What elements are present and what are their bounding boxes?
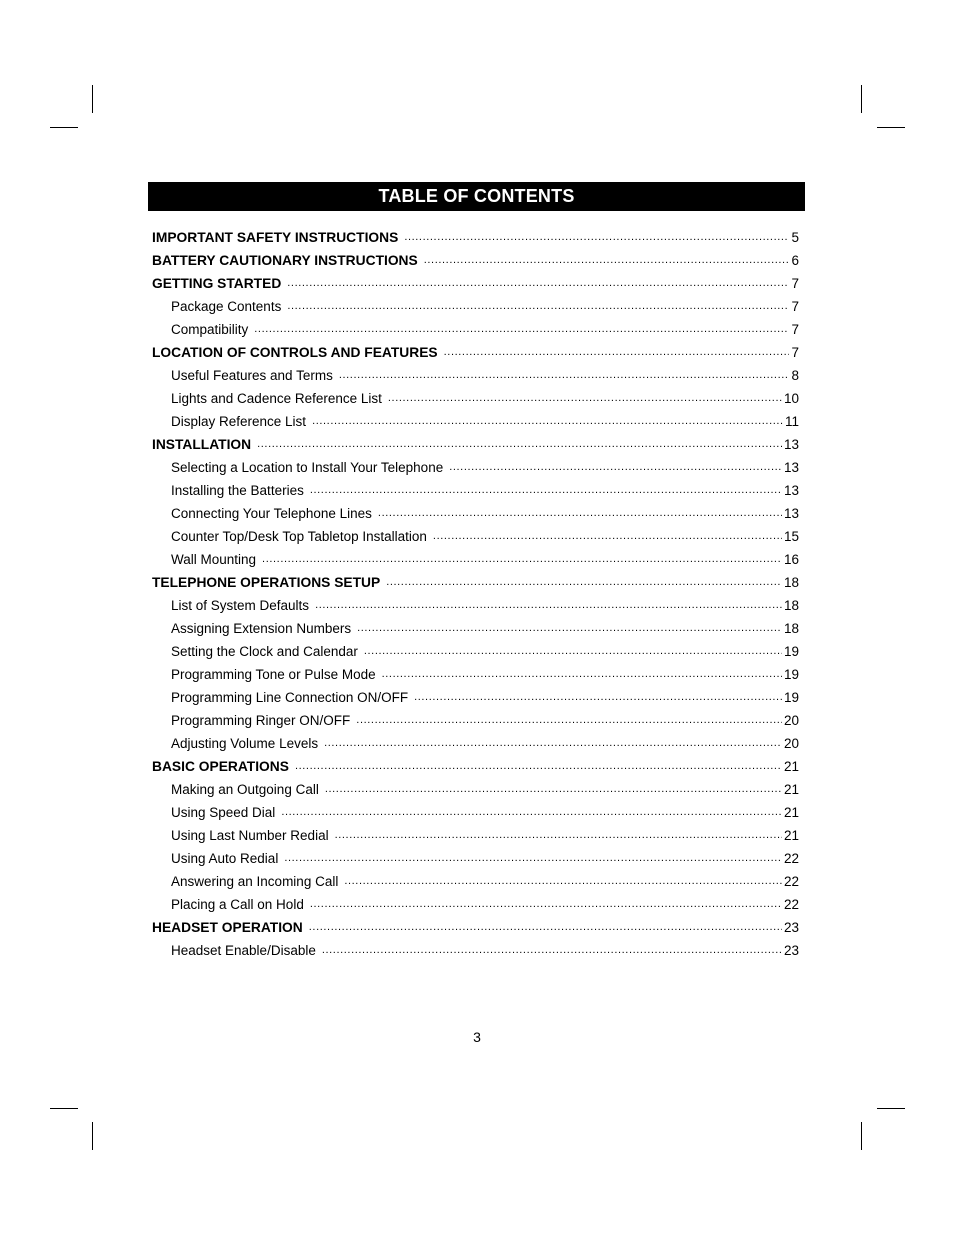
crop-mark-bottom-right-vertical xyxy=(861,1122,862,1150)
toc-subsection-entry[interactable] xyxy=(152,870,799,893)
toc-entry-page: 11 xyxy=(784,414,799,430)
toc-subsection-entry[interactable] xyxy=(152,801,799,824)
toc-subsection-entry[interactable] xyxy=(152,686,799,709)
toc-entry-title: Lights and Cadence Reference List xyxy=(171,391,382,407)
toc-entry-page: 22 xyxy=(783,851,799,867)
page-number: 3 xyxy=(473,1029,481,1045)
toc-entry-title: Wall Mounting xyxy=(171,552,257,568)
toc-entry-page: 7 xyxy=(791,322,799,338)
toc-entry-page: 10 xyxy=(783,391,799,407)
toc-subsection-entry[interactable] xyxy=(152,548,799,571)
toc-entry-page: 23 xyxy=(783,943,799,959)
toc-entry-title: Programming Tone or Pulse Mode xyxy=(171,667,376,683)
toc-dot-leader xyxy=(315,600,782,611)
toc-entry-page: 21 xyxy=(783,828,799,844)
toc-entry-page: 20 xyxy=(783,736,799,752)
toc-entry-title: IMPORTANT SAFETY INSTRUCTIONS xyxy=(152,230,399,245)
toc-entry-page: 13 xyxy=(783,437,799,453)
toc-entry-title: Installing the Batteries xyxy=(171,483,304,499)
toc-section-entry[interactable] xyxy=(152,916,799,939)
toc-entry-title: HEADSET OPERATION xyxy=(152,920,303,936)
toc-dot-leader xyxy=(324,738,782,749)
toc-section-entry[interactable] xyxy=(152,249,799,272)
toc-entry-page: 13 xyxy=(783,460,799,476)
toc-entry-page: 18 xyxy=(783,621,799,637)
toc-subsection-entry[interactable] xyxy=(152,824,799,847)
toc-subsection-entry[interactable] xyxy=(152,640,799,663)
crop-mark-top-left-vertical xyxy=(92,85,93,113)
toc-dot-leader xyxy=(312,416,783,427)
toc-entry-title: Programming Ringer ON/OFF xyxy=(171,713,351,729)
toc-subsection-entry[interactable] xyxy=(152,387,799,410)
toc-dot-leader xyxy=(364,646,782,657)
toc-entry-title: TELEPHONE OPERATIONS SETUP xyxy=(152,575,381,591)
toc-entry-page: 18 xyxy=(783,598,799,614)
toc-list xyxy=(152,226,799,963)
toc-entry-title: INSTALLATION xyxy=(152,437,252,453)
toc-entry-page: 19 xyxy=(783,644,799,660)
page-title: TABLE OF CONTENTS xyxy=(378,186,575,206)
toc-dot-leader xyxy=(339,370,790,381)
toc-entry-title: List of System Defaults xyxy=(171,598,310,614)
toc-section-entry[interactable] xyxy=(152,226,799,249)
toc-entry-title: Package Contents xyxy=(171,299,282,315)
toc-entry-title: Compatibility xyxy=(171,322,249,338)
toc-dot-leader xyxy=(310,485,782,496)
toc-subsection-entry[interactable] xyxy=(152,502,799,525)
toc-dot-leader xyxy=(322,945,782,956)
toc-entry-page: 23 xyxy=(783,920,799,936)
toc-dot-leader xyxy=(424,255,790,266)
toc-dot-leader xyxy=(433,531,782,542)
toc-entry-page: 22 xyxy=(783,897,799,913)
toc-header xyxy=(148,182,805,211)
toc-subsection-entry[interactable] xyxy=(152,479,799,502)
toc-dot-leader xyxy=(444,347,790,358)
toc-entry-title: Using Last Number Redial xyxy=(171,828,329,844)
toc-entry-page: 16 xyxy=(783,552,799,568)
toc-dot-leader xyxy=(382,669,782,680)
toc-dot-leader xyxy=(357,623,782,634)
toc-dot-leader xyxy=(404,232,789,243)
toc-dot-leader xyxy=(414,692,782,703)
toc-section-entry[interactable] xyxy=(152,341,799,364)
crop-mark-top-right-horizontal xyxy=(877,127,905,128)
toc-dot-leader xyxy=(309,922,782,933)
toc-entry-title: Headset Enable/Disable xyxy=(171,943,316,959)
toc-dot-leader xyxy=(356,715,782,726)
toc-dot-leader xyxy=(344,876,782,887)
toc-entry-title: Display Reference List xyxy=(171,414,307,430)
toc-entry-page: 19 xyxy=(783,690,799,706)
toc-entry-page: 21 xyxy=(783,805,799,821)
toc-section-entry[interactable] xyxy=(152,571,799,594)
toc-subsection-entry[interactable] xyxy=(152,617,799,640)
toc-entry-title: Programming Line Connection ON/OFF xyxy=(171,690,409,706)
toc-subsection-entry[interactable] xyxy=(152,456,799,479)
toc-subsection-entry[interactable] xyxy=(152,295,799,318)
toc-entry-title: BATTERY CAUTIONARY INSTRUCTIONS xyxy=(152,253,418,269)
toc-dot-leader xyxy=(325,784,782,795)
crop-mark-bottom-right-horizontal xyxy=(877,1108,905,1109)
toc-entry-title: Placing a Call on Hold xyxy=(171,897,304,913)
crop-mark-top-right-vertical xyxy=(861,85,862,113)
toc-entry-page: 5 xyxy=(791,230,799,245)
toc-entry-page: 6 xyxy=(791,253,799,269)
toc-entry-title: Useful Features and Terms xyxy=(171,368,333,384)
toc-dot-leader xyxy=(257,439,782,450)
toc-entry-page: 18 xyxy=(783,575,799,591)
toc-dot-leader xyxy=(335,830,782,841)
toc-entry-page: 8 xyxy=(791,368,799,384)
toc-section-entry[interactable] xyxy=(152,433,799,456)
toc-entry-title: Setting the Clock and Calendar xyxy=(171,644,358,660)
toc-dot-leader xyxy=(281,807,782,818)
toc-entry-page: 15 xyxy=(783,529,799,545)
toc-subsection-entry[interactable] xyxy=(152,732,799,755)
toc-entry-page: 21 xyxy=(783,782,799,798)
toc-dot-leader xyxy=(386,577,782,588)
toc-entry-page: 21 xyxy=(783,759,799,775)
toc-entry-page: 13 xyxy=(783,506,799,522)
toc-entry-title: Assigning Extension Numbers xyxy=(171,621,352,637)
toc-dot-leader xyxy=(254,324,789,335)
crop-mark-bottom-left-vertical xyxy=(92,1122,93,1150)
toc-subsection-entry[interactable] xyxy=(152,525,799,548)
toc-subsection-entry[interactable] xyxy=(152,939,799,962)
toc-entry-title: Selecting a Location to Install Your Telephone xyxy=(171,460,444,476)
toc-subsection-entry[interactable] xyxy=(152,709,799,732)
toc-entry-title: Using Speed Dial xyxy=(171,805,276,821)
toc-subsection-entry[interactable] xyxy=(152,410,799,433)
crop-mark-top-left-horizontal xyxy=(50,127,78,128)
toc-dot-leader xyxy=(295,761,782,772)
toc-dot-leader xyxy=(378,508,782,519)
toc-subsection-entry[interactable] xyxy=(152,318,799,341)
toc-entry-title: GETTING STARTED xyxy=(152,276,282,292)
toc-entry-page: 19 xyxy=(783,667,799,683)
toc-entry-title: LOCATION OF CONTROLS AND FEATURES xyxy=(152,345,438,361)
toc-entry-page: 13 xyxy=(783,483,799,499)
toc-dot-leader xyxy=(388,393,782,404)
crop-mark-bottom-left-horizontal xyxy=(50,1108,78,1109)
toc-entry-title: Connecting Your Telephone Lines xyxy=(171,506,372,522)
toc-entry-page: 22 xyxy=(783,874,799,890)
toc-entry-title: Answering an Incoming Call xyxy=(171,874,339,890)
toc-entry-title: Adjusting Volume Levels xyxy=(171,736,319,752)
toc-entry-title: Using Auto Redial xyxy=(171,851,279,867)
toc-dot-leader xyxy=(449,462,782,473)
toc-dot-leader xyxy=(287,301,789,312)
toc-entry-page: 7 xyxy=(791,345,799,361)
toc-entry-title: BASIC OPERATIONS xyxy=(152,759,289,775)
toc-dot-leader xyxy=(287,278,789,289)
toc-dot-leader xyxy=(310,899,782,910)
toc-entry-page: 7 xyxy=(791,276,799,292)
toc-section-entry[interactable] xyxy=(152,272,799,295)
toc-subsection-entry[interactable] xyxy=(152,778,799,801)
toc-dot-leader xyxy=(284,853,782,864)
toc-subsection-entry[interactable] xyxy=(152,847,799,870)
toc-entry-title: Making an Outgoing Call xyxy=(171,782,319,798)
toc-subsection-entry[interactable] xyxy=(152,594,799,617)
toc-entry-page: 7 xyxy=(791,299,799,315)
toc-entry-title: Counter Top/Desk Top Tabletop Installation xyxy=(171,529,427,545)
toc-section-entry[interactable] xyxy=(152,755,799,778)
toc-dot-leader xyxy=(262,554,782,565)
toc-subsection-entry[interactable] xyxy=(152,364,799,387)
toc-subsection-entry[interactable] xyxy=(152,663,799,686)
toc-entry-page: 20 xyxy=(783,713,799,729)
toc-subsection-entry[interactable] xyxy=(152,893,799,916)
